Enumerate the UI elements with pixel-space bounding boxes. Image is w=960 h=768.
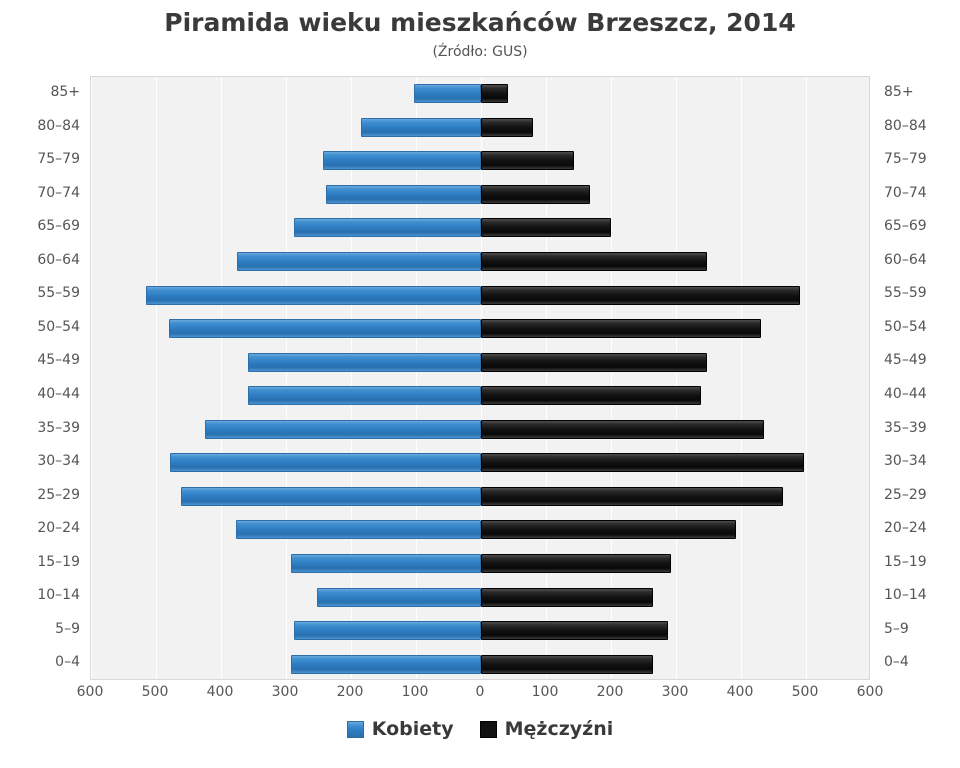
y-axis-label-right: 50–54 [884, 318, 927, 335]
bar-male [481, 84, 508, 103]
y-axis-label-right: 75–79 [884, 151, 927, 168]
bar-male [481, 554, 671, 573]
y-axis-label-right: 60–64 [884, 251, 927, 268]
pyramid-row [91, 647, 869, 681]
y-axis-label-right: 25–29 [884, 486, 927, 503]
bar-female [291, 554, 481, 573]
legend-label: Mężczyźni [504, 718, 614, 740]
y-axis-label-right: 35–39 [884, 419, 927, 436]
bar-male [481, 655, 653, 674]
y-axis-label-right: 70–74 [884, 184, 927, 201]
pyramid-row [91, 580, 869, 614]
bar-male [481, 386, 701, 405]
legend-swatch-icon [480, 721, 497, 738]
bar-female [361, 118, 481, 137]
x-axis-labels [76, 684, 884, 706]
x-axis-tick-label: 100 [531, 684, 559, 700]
pyramid-row [91, 77, 869, 111]
y-axis-label-right: 85+ [884, 84, 914, 100]
y-axis-labels-right [874, 76, 952, 680]
bar-female [181, 487, 481, 506]
legend-label: Kobiety [371, 718, 454, 740]
bar-male [481, 420, 764, 439]
y-axis-label-right: 40–44 [884, 386, 927, 402]
y-axis-label-right: 0–4 [884, 654, 909, 671]
x-axis-tick-label: 600 [76, 684, 104, 700]
bar-female [170, 453, 481, 472]
y-axis-label-left: 80–84 [37, 117, 80, 134]
bar-rows [91, 77, 869, 679]
pyramid-row [91, 446, 869, 480]
y-axis-label-left: 20–24 [37, 520, 80, 537]
y-axis-label-left: 55–59 [37, 285, 80, 302]
y-axis-label-right: 55–59 [884, 285, 927, 302]
y-axis-label-right: 80–84 [884, 117, 927, 134]
pyramid-row [91, 144, 869, 178]
legend-item[interactable] [480, 718, 614, 740]
pyramid-row [91, 211, 869, 245]
x-axis-tick-label: 300 [271, 684, 299, 700]
y-axis-label-left: 70–74 [37, 184, 80, 201]
pyramid-row [91, 312, 869, 346]
pyramid-row [91, 345, 869, 379]
pyramid-row [91, 547, 869, 581]
x-axis-tick-label: 400 [206, 684, 234, 700]
pyramid-row [91, 245, 869, 279]
y-axis-label-left: 5–9 [55, 620, 80, 637]
y-axis-label-left: 75–79 [37, 151, 80, 168]
gridline [871, 77, 872, 679]
plot-area [90, 76, 870, 680]
bar-male [481, 453, 804, 472]
y-axis-label-left: 30–34 [37, 453, 80, 470]
y-axis-label-left: 15–19 [37, 553, 80, 570]
y-axis-label-left: 45–49 [37, 352, 80, 369]
bar-male [481, 621, 668, 640]
bar-female [326, 185, 481, 204]
bar-male [481, 487, 783, 506]
bar-male [481, 286, 800, 305]
y-axis-label-left: 65–69 [37, 218, 80, 235]
x-axis-tick-label: 500 [791, 684, 819, 700]
y-axis-label-left: 25–29 [37, 486, 80, 503]
y-axis-label-left: 35–39 [37, 419, 80, 436]
x-axis-tick-label: 600 [856, 684, 884, 700]
x-axis-tick-label: 400 [726, 684, 754, 700]
x-axis-tick-label: 500 [141, 684, 169, 700]
bar-female [237, 252, 481, 271]
bar-male [481, 252, 707, 271]
bar-female [146, 286, 481, 305]
bar-male [481, 185, 590, 204]
bar-female [323, 151, 481, 170]
bar-female [205, 420, 481, 439]
bar-female [248, 386, 481, 405]
bar-female [169, 319, 481, 338]
bar-male [481, 118, 533, 137]
y-axis-label-left: 85+ [50, 84, 80, 100]
x-axis-tick-label: 200 [336, 684, 364, 700]
bar-male [481, 353, 707, 372]
pyramid-row [91, 278, 869, 312]
x-axis-tick-label: 100 [401, 684, 429, 700]
y-axis-label-right: 5–9 [884, 620, 909, 637]
chart-subtitle: (Źródło: GUS) [432, 44, 528, 60]
pyramid-row [91, 513, 869, 547]
y-axis-label-left: 60–64 [37, 251, 80, 268]
y-axis-label-left: 40–44 [37, 386, 80, 402]
legend-item[interactable] [347, 718, 454, 740]
bar-female [294, 621, 481, 640]
pyramid-row [91, 379, 869, 413]
chart-legend [0, 718, 960, 740]
bar-male [481, 218, 611, 237]
chart-title: Piramida wieku mieszkańców Brzeszcz, 2014 [164, 8, 796, 37]
bar-female [236, 520, 481, 539]
legend-swatch-icon [347, 721, 364, 738]
y-axis-label-left: 10–14 [37, 587, 80, 604]
y-axis-label-left: 50–54 [37, 318, 80, 335]
x-axis-tick-label: 0 [475, 684, 485, 700]
y-axis-label-left: 0–4 [55, 654, 80, 671]
y-axis-label-right: 10–14 [884, 587, 927, 604]
y-axis-label-right: 45–49 [884, 352, 927, 369]
bar-male [481, 588, 653, 607]
y-axis-label-right: 20–24 [884, 520, 927, 537]
pyramid-row [91, 614, 869, 648]
x-axis-tick-label: 300 [661, 684, 689, 700]
pyramid-row [91, 413, 869, 447]
y-axis-label-right: 15–19 [884, 553, 927, 570]
bar-female [317, 588, 481, 607]
y-axis-label-right: 30–34 [884, 453, 927, 470]
bar-female [294, 218, 481, 237]
y-axis-labels-left [6, 76, 84, 680]
pyramid-row [91, 178, 869, 212]
x-axis-tick-label: 200 [596, 684, 624, 700]
bar-female [248, 353, 481, 372]
pyramid-row [91, 480, 869, 514]
pyramid-row [91, 111, 869, 145]
bar-male [481, 151, 574, 170]
bar-male [481, 520, 736, 539]
y-axis-label-right: 65–69 [884, 218, 927, 235]
bar-female [414, 84, 481, 103]
bar-female [291, 655, 481, 674]
bar-male [481, 319, 761, 338]
